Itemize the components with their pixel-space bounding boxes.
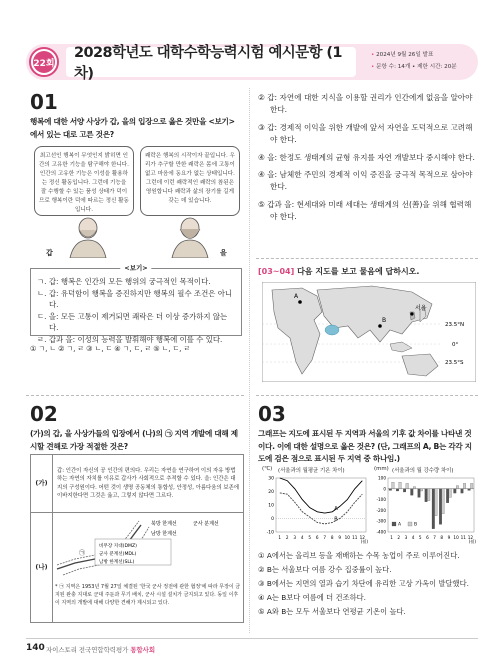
x-tick-label: 9: [447, 535, 451, 540]
bogi-title: <보기>: [120, 263, 151, 275]
legend-swatch: [392, 522, 396, 526]
x-tick-label: 12: [467, 535, 474, 540]
exam-meta: [371, 49, 457, 73]
option: ⑤ 갑과 을: 현세대와 미래 세대는 생태계의 선(善)을 위해 협력해야 한다.: [258, 199, 472, 222]
bar-B: [420, 489, 423, 491]
bar-B: [449, 489, 452, 498]
bar-A: [389, 489, 392, 491]
column-divider: [249, 88, 250, 633]
x-tick-label: 3: [293, 535, 297, 540]
legend-label: A: [398, 522, 402, 528]
exam-number: 22회: [33, 51, 55, 73]
map-label-b: B: [382, 317, 387, 324]
question-1-number: 01: [30, 90, 58, 114]
y-tick-label: 10: [268, 503, 274, 509]
bar-B: [463, 483, 466, 488]
y-tick-label: -200: [376, 507, 386, 513]
y-tick-label: -10: [266, 530, 274, 536]
question-2-number: 02: [30, 402, 58, 426]
precipitation-diff-chart: [370, 474, 478, 544]
x-tick-label: 1: [390, 535, 393, 540]
left-divider: [26, 395, 244, 396]
y-tick-label: 0: [383, 486, 386, 492]
y-tick-label: -300: [376, 518, 386, 524]
question-3-text: 그래프는 지도에 표시된 두 지역과 서울의 기후 값 차이를 나타낸 것이다. 이에 대한 설명으로 옳은 것은? (단, 그래프의 A, B는 각각 지도에 검은 점으로 표시된 두 지역 중 하나임.): [258, 429, 472, 463]
y-tick-label: -100: [376, 497, 386, 503]
x-tick-label: 8: [440, 535, 444, 540]
option: ③ 갑: 경제적 이익을 위한 개발에 앞서 자연을 도덕적으로 고려해야 한다.: [258, 122, 473, 145]
bogi-item: ㄹ. 갑과 을: 이성의 능력을 발휘해야 행복에 이를 수 있다.: [37, 334, 223, 344]
ethics-options: [258, 92, 476, 229]
map-label-seoul: 서울: [415, 305, 427, 312]
chart-right-title: (서울과의 월 강수량 차이): [392, 468, 454, 474]
legend-sll: 남방 한계선(SLL): [99, 560, 135, 565]
lat-label: 23.5°S: [445, 360, 464, 366]
bar-B: [456, 486, 459, 489]
x-tick-label: 4: [300, 535, 304, 540]
lat-label: 0°: [452, 342, 459, 348]
label-region: ㉠: [79, 550, 86, 557]
legend-dmz: 비무장 지대(DMZ): [99, 544, 137, 549]
label-eul: 을: [220, 249, 227, 257]
temperature-diff-chart: [262, 474, 370, 544]
dmz-map: [55, 515, 237, 577]
page-number: 140: [26, 643, 45, 653]
bar-A: [454, 489, 457, 493]
option: ② 갑: 자연에 대한 지식을 이용할 권리가 인간에게 없음을 알아야 한다.: [258, 93, 473, 115]
philosopher-b-figure: [168, 216, 212, 258]
bogi-item: ㄷ. 을: 모든 고통이 제거되면 쾌락은 더 이상 증가하지 않는다.: [37, 311, 228, 333]
x-tick-label: 2: [285, 535, 289, 540]
section-range: [03~04]: [258, 267, 295, 276]
y-tick-label: 0: [271, 517, 274, 522]
x-tick-label: 12: [359, 535, 365, 540]
question-2-table: [30, 454, 244, 623]
bar-B: [406, 483, 409, 488]
y-tick-label: 30: [268, 476, 274, 482]
option: ④ 을: 남체한 주민의 경제적 이익 증진을 궁극적 목적으로 삼아야 한다.: [258, 170, 473, 192]
row-b-label: (나): [31, 513, 53, 623]
question-3-number: 03: [258, 402, 286, 426]
chart-left-unit: (℃): [262, 466, 273, 472]
series-label: A: [334, 505, 338, 512]
exam-header: [26, 44, 478, 80]
x-tick-label: 5: [418, 535, 422, 540]
footer-text: 자이스토리 전국연합학력평가 통합사회: [46, 646, 156, 654]
option: ① A에서는 올리브 등을 재배하는 수목 농업이 주로 이루어진다.: [258, 551, 460, 560]
legend-swatch: [408, 522, 412, 526]
row-b-cell: [53, 513, 244, 623]
chart-left-title: (서울과의 월평균 기온 차이): [278, 468, 345, 474]
exam-number-badge: [29, 47, 59, 77]
x-axis-label: (월): [468, 539, 476, 544]
bar-B: [427, 489, 430, 501]
question-2-text: (가)의 갑, 을 사상가들의 입장에서 (나)의 ㉠ 지역 개발에 대해 제시할 견해로 가장 적절한 것은?: [30, 429, 238, 451]
row-a-label: (가): [31, 455, 53, 513]
label-sll: 남방 한계선: [151, 531, 177, 537]
x-tick-label: 7: [433, 535, 436, 540]
bar-B: [392, 482, 395, 489]
bar-A: [425, 489, 428, 502]
option: ③ B에서는 지면의 열과 습기 차단에 유리한 고상 가옥이 발달했다.: [258, 579, 469, 588]
x-tick-label: 7: [323, 535, 327, 540]
row-b-note: * ㉠ 지역은 1953년 7월 27일 체결된 '한국 군사 정전에 관한 협정'에 따라 무장이 금지된 완충 지대로 군대 주둔과 무기 배치, 군사 시설 설치가 금지되고 있다. 동일 이후 이 지역의 개발에 대해 다양한 견해가 제시되고 있다.: [55, 583, 241, 606]
x-tick-label: 9: [338, 535, 342, 540]
label-mdl: 군사 분계선: [193, 521, 219, 527]
y-tick-label: -400: [376, 529, 386, 535]
philosopher-a-figure: [66, 216, 110, 258]
bar-A: [418, 489, 421, 498]
bar-A: [396, 489, 399, 491]
series-label: B: [334, 516, 338, 523]
title-box: [66, 45, 356, 82]
lat-label: 23.5°N: [445, 322, 465, 328]
x-axis-label: (월): [360, 539, 368, 544]
world-map: [262, 282, 476, 382]
bar-B: [435, 489, 438, 516]
right-divider-top: [256, 258, 478, 259]
chart-right-unit: (mm): [374, 466, 389, 472]
legend-mdl: 군사 분계선(MDL): [99, 552, 137, 557]
bar-A: [468, 489, 471, 491]
bar-A: [446, 489, 449, 503]
x-tick-label: 3: [404, 535, 408, 540]
section-tag: [258, 266, 419, 277]
x-tick-label: 1: [278, 535, 282, 540]
x-tick-label: 11: [460, 535, 466, 540]
bar-B: [442, 489, 445, 514]
x-tick-label: 10: [344, 535, 350, 540]
x-tick-label: 2: [397, 535, 401, 540]
section-instruction: 다음 지도를 보고 물음에 답하시오.: [297, 267, 420, 276]
x-tick-label: 11: [352, 535, 358, 540]
question-1-text: 행복에 대한 서양 사상가 갑, 을의 입장으로 옳은 것만을 <보기>에서 있는 대로 고른 것은?: [30, 117, 235, 139]
bogi-box: [30, 264, 242, 344]
exam-title: 2028학년도 대학수학능력시험 예시문항 (1차): [74, 45, 342, 82]
option: ④ A는 B보다 여름에 더 건조하다.: [258, 593, 366, 602]
footer-line: [26, 638, 478, 639]
option: ⑤ A와 B는 모두 서울보다 연평균 기온이 높다.: [258, 607, 406, 616]
bar-A: [411, 489, 414, 496]
meta-date: • 2024년 9월 26일 발표: [371, 49, 457, 61]
option: ② B는 서울보다 여름 강수 집중률이 높다.: [258, 565, 392, 574]
y-tick-label: 100: [378, 475, 386, 481]
bar-B: [470, 483, 473, 488]
x-tick-label: 6: [426, 535, 429, 540]
series-line-B: [280, 493, 363, 524]
meta-count: • 문항 수: 14개 • 제한 시간: 20분: [371, 61, 457, 73]
bar-B: [399, 482, 402, 489]
map-label-a: A: [294, 293, 299, 300]
bar-A: [439, 489, 442, 525]
x-tick-label: 6: [315, 535, 319, 540]
x-tick-label: 8: [330, 535, 334, 540]
x-tick-label: 10: [453, 535, 459, 540]
speech-bubble-a: 최고선인 행복이 무엇인지 밝히면 인간의 고유한 기능을 탐구해야 한니다. 인간의 고유한 기능은 이성을 활용하는 정신 활동입니다. 그런데 기능을 잘 수행할 수 있는 품성 상태가 덕이므로 행복이란 덕에 따르는 정신 활동입니다.: [34, 146, 134, 216]
question-3-options: [258, 550, 478, 620]
question-1-choices: ① ㄱ, ㄴ ② ㄱ, ㄹ ③ ㄴ, ㄷ ④ ㄱ, ㄷ, ㄹ ⑤ ㄴ, ㄷ, ㄹ: [30, 344, 191, 353]
bar-A: [432, 489, 435, 529]
x-tick-label: 5: [308, 535, 312, 540]
bar-B: [413, 487, 416, 489]
bar-A: [403, 489, 406, 492]
y-tick-label: 20: [268, 490, 274, 495]
bogi-item: ㄴ. 갑: 유덕함이 행복을 증진하지만 행복의 필수 조건은 아니다.: [37, 288, 232, 310]
label-nll: 북방 한계선: [151, 521, 177, 527]
right-divider-mid: [256, 395, 478, 396]
option: ④ 을: 한정도 생태계의 균형 유지를 자연 개발보다 중시해야 한다.: [258, 152, 475, 162]
x-tick-label: 4: [411, 535, 415, 540]
legend-label: B: [414, 522, 418, 528]
label-gap: 갑: [46, 249, 53, 257]
bar-A: [461, 489, 464, 493]
row-a-text: 갑: 인간이 자신의 공 인간의 편의다. 우리는 자연을 연구하여 이의 자유 방법하는 자연의 자치를 이유로 갑사가 사회적으로 추적할 수 있다. 을: 인간은 대지의 구성원이다. 어떤 것이 생명 공동체의 통합성, 안정성, 아름다움의 보존에 이바지한다면 그것은 옳고, 그렇지 않다면 그르다.: [53, 455, 244, 513]
speech-bubble-b: 쾌락은 행복의 시작이자 끝입니다. 우리가 추구할 만한 쾌락은 몸에 고통이 없고 마음에 동요가 없는 상태입니다. 그런데 이런 쾌락적인 쾌락의 참된은 영원합니다 쾌락과 삶의 장기를 길게 갖는 데 있습니다.: [140, 146, 240, 216]
bogi-item: ㄱ. 갑: 행복은 인간의 모든 행위의 궁극적인 목적이다.: [37, 277, 211, 286]
